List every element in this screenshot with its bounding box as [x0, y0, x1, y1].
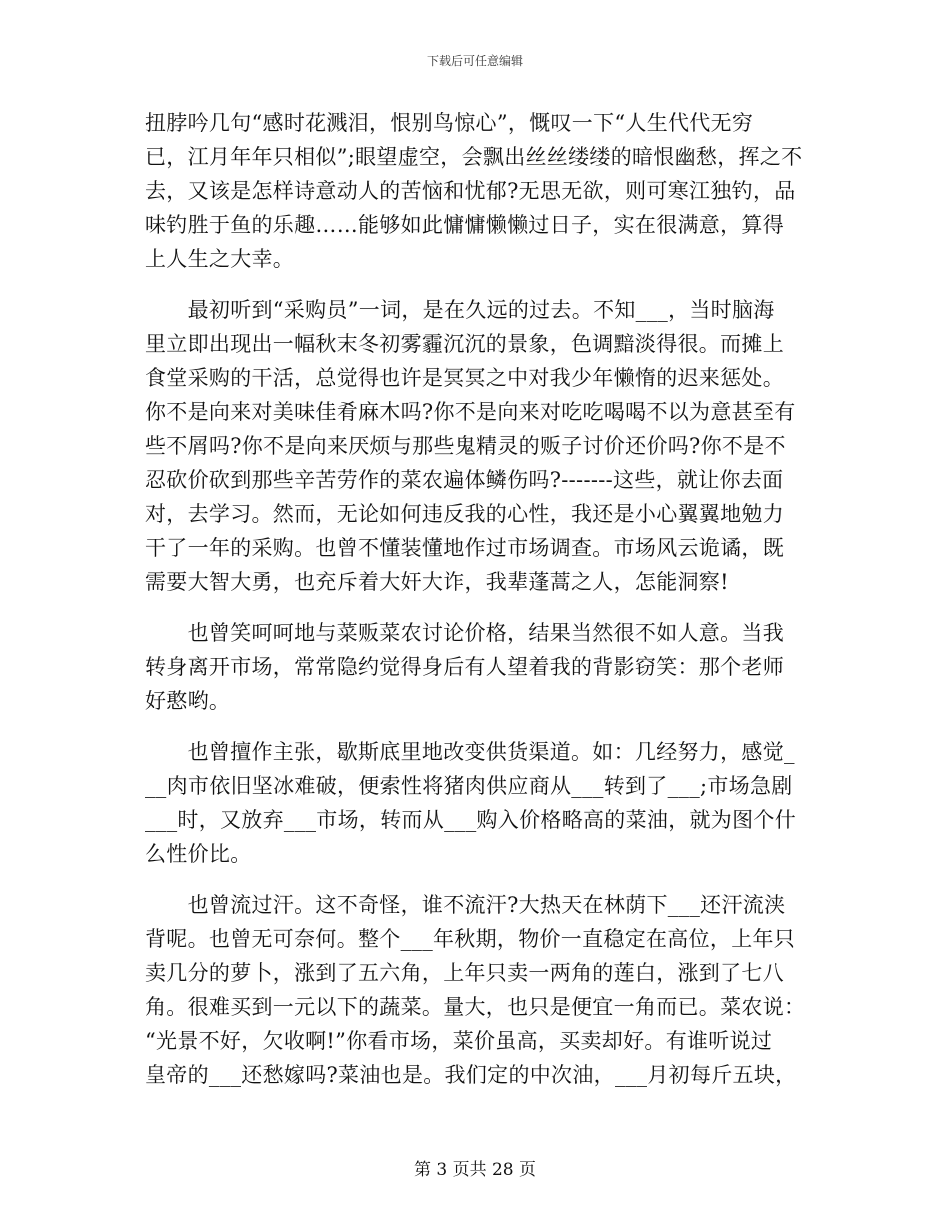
page-footer: 第 3 页共 28 页 [413, 1160, 537, 1180]
text-line: 也曾流过汗。这不奇怪，谁不流汗?大热天在林荫下___还汗流浃 [145, 893, 786, 917]
text-line: 最初听到“采购员”一词，是在久远的过去。不知___，当时脑海 [145, 298, 775, 322]
text-line: 角。很难买到一元以下的蔬菜。量大，也只是便宜一角而已。菜农说： [145, 995, 806, 1019]
text-line: 好憨哟。 [145, 689, 231, 713]
text-line: “光景不好，欠收啊!”你看市场，菜价虽高，买卖却好。有谁听说过 [145, 1029, 773, 1053]
text-line: 味钓胜于鱼的乐趣……能够如此慵慵懒懒过日子，实在很满意，算得 [145, 213, 784, 237]
text-line: 皇帝的___还愁嫁吗?菜油也是。我们定的中次油，___月初每斤五块， [145, 1063, 797, 1087]
text-line: 你不是向来对美味佳肴麻木吗?你不是向来对吃吃喝喝不以为意甚至有 [145, 400, 796, 424]
text-line: 转身离开市场，常常隐约觉得身后有人望着我的背影窃笑：那个老师 [145, 655, 784, 679]
text-line: ___时，又放弃___市场，转而从___购入价格略高的菜油，就为图个什 [145, 808, 796, 832]
page-header: 下载后可任意编辑 [426, 54, 523, 68]
text-line: 里立即出现出一幅秋末冬初雾霾沉沉的景象，色调黯淡得很。而摊上 [145, 332, 784, 356]
text-line: 去，又该是怎样诗意动人的苦恼和忧郁?无思无欲，则可寒江独钓，品 [145, 179, 796, 203]
text-line: 上人生之大幸。 [145, 247, 295, 271]
text-line: 么性价比。 [145, 842, 252, 866]
text-line: 干了一年的采购。也曾不懂装懂地作过市场调查。市场风云诡谲，既 [145, 536, 784, 560]
text-line: 对，去学习。然而，无论如何违反我的心性，我还是小心翼翼地勉力 [145, 502, 784, 526]
text-line: 忍砍价砍到那些辛苦劳作的菜农遍体鳞伤吗?-------这些，就让你去面 [145, 468, 784, 492]
text-line: 食堂采购的干活，总觉得也许是冥冥之中对我少年懒惰的迟来惩处。 [145, 366, 784, 390]
text-line: 背呢。也曾无可奈何。整个___年秋期，物价一直稳定在高位，上年只 [145, 927, 796, 951]
document-body [145, 106, 805, 1092]
text-line: 些不屑吗?你不是向来厌烦与那些鬼精灵的贩子讨价还价吗?你不是不 [145, 434, 786, 458]
text-line: 也曾笑呵呵地与菜贩菜农讨论价格，结果当然很不如人意。当我 [145, 621, 784, 645]
text-line: 卖几分的萝卜，涨到了五六角，上年只卖一两角的莲白，涨到了七八 [145, 961, 784, 985]
text-line: 需要大智大勇，也充斥着大奸大诈，我辈蓬蒿之人，怎能洞察! [145, 570, 729, 594]
text-line: __肉市依旧坚冰难破，便索性将猪肉供应商从___转到了___;市场急剧 [145, 774, 793, 798]
text-line: 也曾擅作主张，歇斯底里地改变供货渠道。如：几经努力，感觉_ [145, 740, 795, 764]
text-line: 已，江月年年只相似”;眼望虚空，会飘出丝丝缕缕的暗恨幽愁，挥之不 [145, 145, 803, 169]
text-line: 扭脖吟几句“感时花溅泪，恨别鸟惊心”，慨叹一下“人生代代无穷 [145, 111, 754, 135]
